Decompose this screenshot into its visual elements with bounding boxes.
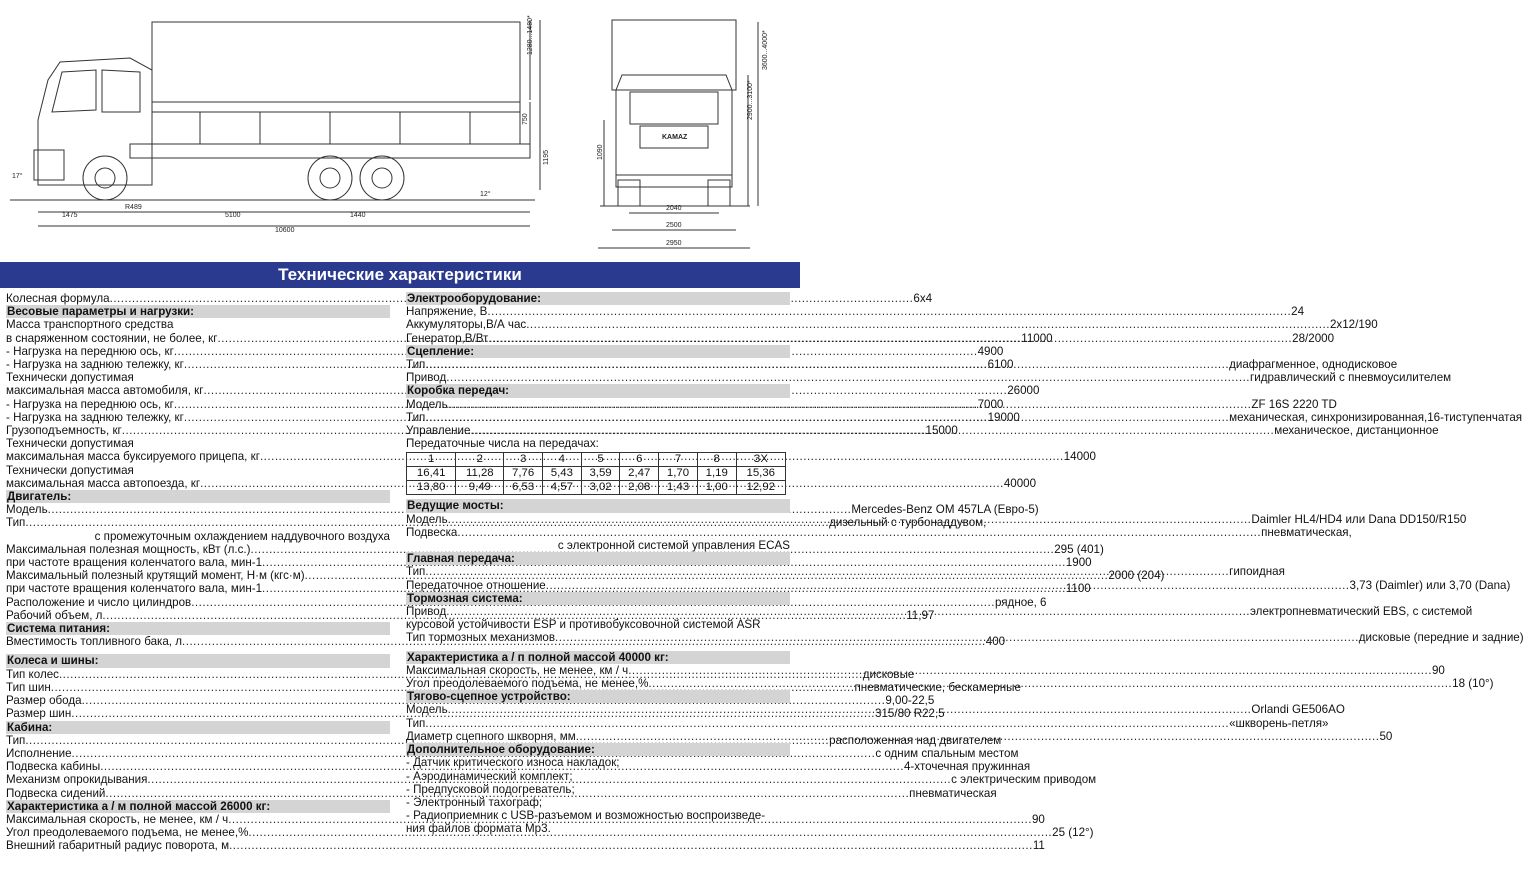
weights-header: Весовые параметры и нагрузки: xyxy=(6,305,390,318)
gear-cell: 6 xyxy=(620,453,659,467)
gear-cell: 6,53 xyxy=(504,481,543,495)
ratio-row-low xyxy=(407,467,786,481)
perf26-header: Характеристика а / м полной массой 26000 кг: xyxy=(6,800,390,813)
gear-cell: 5,43 xyxy=(542,467,581,481)
cab-header: Кабина: xyxy=(6,721,390,734)
gear-cell: 3 xyxy=(504,453,543,467)
gear-cell: 12,92 xyxy=(736,481,785,495)
brake-header: Тормозная система: xyxy=(406,592,790,605)
gear-cell: 7 xyxy=(659,453,698,467)
dim-front-overhang: 1475 xyxy=(62,212,78,219)
spec-torque-rpm: при частоте вращения коленчатого вала, мин-1 ..... 1100 xyxy=(6,582,390,595)
extra-item: - Предпусковой подогреватель; xyxy=(406,782,575,796)
spec-cab-type: Тип ..... расположенная над двигателем xyxy=(6,734,390,747)
spec-brake-type: Тип тормозных механизмов ..... дисковые (передние и задние) xyxy=(406,631,790,644)
spec-clutch-type: Тип ..... диафрагменное, однодисковое xyxy=(406,358,790,371)
brake-drive-cont: курсовой устойчивости ESP и противобуксовочной системой ASR xyxy=(406,618,761,632)
spec-gearbox-model: Модель ..... ZF 16S 2220 TD xyxy=(406,398,790,411)
perf40-header: Характеристика а / п полной массой 40000 кг: xyxy=(406,651,790,664)
spec-clutch-drive: Привод ..... гидравлический с пневмоусилителем xyxy=(406,371,790,384)
train-caption: Технически допустимая xyxy=(6,463,134,477)
spec-coupling-model: Модель ..... Orlandi GE506AO xyxy=(406,703,790,716)
spec-payload: Грузоподъемность, кг ..... 15000 xyxy=(6,424,390,437)
extra-item: - Аэродинамический комплект; xyxy=(406,769,573,783)
spec-displacement: Рабочий объем, л ..... 11,97 xyxy=(6,609,390,622)
gear-cell: ЗХ xyxy=(736,453,785,467)
gear-ratio-table xyxy=(406,452,786,495)
spec-turn-radius: Внешний габаритный радиус поворота, м ..... 11 xyxy=(6,839,390,852)
grille-badge: KAMAZ xyxy=(662,134,688,141)
gear-cell: 5 xyxy=(581,453,620,467)
dim-departure-angle: 12° xyxy=(480,191,491,198)
spec-engine-model: Модель ..... Mercedes-Benz OM 457LA (Евро-5) xyxy=(6,503,390,516)
spec-gearbox-control: Управление ..... механическое, дистанционное xyxy=(406,424,790,437)
extra-item: - Датчик критического износа накладок; xyxy=(406,756,620,770)
extra-item: - Радиоприемник с USB-разъемом и возможностью воспроизведе- xyxy=(406,809,766,823)
spec-tire-size: Размер шин ..... 315/80 R22,5 xyxy=(6,707,390,720)
spec-gvw: максимальная масса автомобиля, кг ..... 26000 xyxy=(6,384,390,397)
spec-rim: Размер обода ..... 9,00-22,5 xyxy=(6,694,390,707)
spec-trailer-mass: максимальная масса буксируемого прицепа, кг ..... 14000 xyxy=(6,450,390,463)
gear-cell: 1,19 xyxy=(697,467,736,481)
spec-engine-type: Тип ..... дизельный с турбонаддувом, xyxy=(6,516,390,529)
spec-train-mass: максимальная масса автопоезда, кг ..... 40000 xyxy=(6,477,390,490)
engine-header: Двигатель: xyxy=(6,490,390,503)
gear-cell: 2,47 xyxy=(620,467,659,481)
spec-torque: Максимальный полезный крутящий момент, Н·м (кгс·м) ..... 2000 (204) xyxy=(6,569,390,582)
spec-cylinders: Расположение и число цилиндров ..... рядное, 6 xyxy=(6,596,390,609)
gear-row xyxy=(407,453,786,467)
trailer-caption: Технически допустимая xyxy=(6,437,134,451)
dim-side-height: 750 xyxy=(522,113,529,125)
axle-suspension-cont: с электронной системой управления ECAS xyxy=(557,539,790,553)
spec-seat-suspension: Подвеска сидений ..... пневматическая xyxy=(6,787,390,800)
spec-axle-model: Модель ..... Daimler HL4/HD4 или Dana DD150/R150 xyxy=(406,513,790,526)
extra-item: - Электронный тахограф; xyxy=(406,795,543,809)
gearbox-header: Коробка передач: xyxy=(406,384,790,397)
gear-cell: 2,08 xyxy=(620,481,659,495)
spec-tank: Вместимость топливного бака, л ..... 400 xyxy=(6,635,390,648)
gear-cell: 2 xyxy=(456,453,504,467)
gear-cell: 8 xyxy=(697,453,736,467)
spec-batteries: Аккумуляторы,В/А час ..... 2х12/190 xyxy=(406,318,790,331)
gear-cell: 16,41 xyxy=(407,467,456,481)
spec-gvw-front: - Нагрузка на переднюю ось, кг ..... 7000 xyxy=(6,398,390,411)
fuel-header: Система питания: xyxy=(6,622,390,635)
dim-body-width: 2500 xyxy=(666,222,682,229)
gear-cell: 3,02 xyxy=(581,481,620,495)
spec-power: Максимальная полезная мощность, кВт (л.с.) ..... 295 (401) xyxy=(6,543,390,556)
spec-curb-mass: в снаряженном состоянии, не более, кг ..... 11000 xyxy=(6,332,390,345)
spec-wheel-type: Тип колес ..... дисковые xyxy=(6,668,390,681)
dim-rear-h3: 1090 xyxy=(597,144,604,160)
spec-brake-drive: Привод ..... электропневматический EBS, с системой xyxy=(406,605,790,618)
engine-type-cont: с промежуточным охлаждением наддувочного воздуха xyxy=(94,529,390,543)
dim-mirror-width: 2950 xyxy=(666,240,682,247)
spec-final-ratio: Передаточное отношение ..... 3,73 (Daimler) или 3,70 (Dana) xyxy=(406,579,790,592)
ratios-caption: Передаточные числа на передачах: xyxy=(406,437,599,451)
spec-curb-rear: - Нагрузка на заднюю тележку, кг ..... 6100 xyxy=(6,358,390,371)
extra-equipment-header: Дополнительное оборудование: xyxy=(406,743,790,756)
gear-cell: 4,57 xyxy=(542,481,581,495)
spec-grade-26t: Угол преодолеваемого подъема, не менее,% ..... 25 (12°) xyxy=(6,826,390,839)
spec-cab-tilt: Механизм опрокидывания ..... с электрическим приводом xyxy=(6,773,390,786)
spec-coupling-type: Тип ..... «шкворень-петля» xyxy=(406,717,790,730)
spec-cab-suspension: Подвеска кабины ..... 4-хточечная пружинная xyxy=(6,760,390,773)
wheels-header: Колеса и шины: xyxy=(6,654,390,667)
spec-gearbox-type: Тип ..... механическая, синхронизированная,16-тиступенчатая xyxy=(406,411,790,424)
spec-voltage: Напряжение, В ..... 24 xyxy=(406,305,790,318)
ratio-row-high xyxy=(407,481,786,495)
final-drive-header: Главная передача: xyxy=(406,552,790,565)
gear-cell: 9,49 xyxy=(456,481,504,495)
spec-cab-version: Исполнение ..... с одним спальным местом xyxy=(6,747,390,760)
section-title: Технические характеристики xyxy=(0,262,800,288)
gear-cell: 1,00 xyxy=(697,481,736,495)
gear-cell: 1,70 xyxy=(659,467,698,481)
truck-drawings xyxy=(0,0,800,262)
dim-rear-h2: 3600...4000* xyxy=(762,30,769,70)
axles-header: Ведущие мосты: xyxy=(406,499,790,512)
spec-curb-front: - Нагрузка на переднюю ось, кг ..... 4900 xyxy=(6,345,390,358)
spec-grade-40t: Угол преодолеваемого подъема, не менее,% ..... 18 (10°) xyxy=(406,677,790,690)
dim-approach-angle: 17° xyxy=(12,173,23,180)
gear-cell: 1 xyxy=(407,453,456,467)
spec-gvw-rear: - Нагрузка на заднюю тележку, кг ..... 19000 xyxy=(6,411,390,424)
dim-overall-length: 10600 xyxy=(275,227,295,234)
gvw-caption: Технически допустимая xyxy=(6,371,134,385)
gear-cell: 4 xyxy=(542,453,581,467)
spec-power-rpm: при частоте вращения коленчатого вала, мин-1 ..... 1900 xyxy=(6,556,390,569)
gear-cell: 15,36 xyxy=(736,467,785,481)
dim-turn-radius: R489 xyxy=(125,204,142,211)
dim-frame-height: 1195 xyxy=(543,149,550,165)
gear-cell: 7,76 xyxy=(504,467,543,481)
truck-side-view xyxy=(10,15,550,234)
dim-wheelbase: 5100 xyxy=(225,212,241,219)
spec-tire-type: Тип шин ..... пневматические, бескамерные xyxy=(6,681,390,694)
gear-cell: 1,43 xyxy=(659,481,698,495)
dim-awning-height: 1280...1480* xyxy=(527,15,534,55)
extra-item: ния файлов формата Mp3. xyxy=(406,822,551,836)
spec-vmax-26t: Максимальная скорость, не менее, км / ч ..... 90 xyxy=(6,813,390,826)
dim-track: 2040 xyxy=(666,205,682,212)
truck-front-view xyxy=(597,20,769,248)
clutch-header: Сцепление: xyxy=(406,345,790,358)
gear-cell: 3,59 xyxy=(581,467,620,481)
spec-axle-suspension: Подвеска ..... пневматическая, xyxy=(406,526,790,539)
curb-mass-caption: Масса транспортного средства xyxy=(6,318,174,332)
spec-vmax-40t: Максимальная скорость, не менее, км / ч ..... 90 xyxy=(406,664,790,677)
coupling-header: Тягово-сцепное устройство: xyxy=(406,690,790,703)
spec-pin-diameter: Диаметр сцепного шкворня, мм ..... 50 xyxy=(406,730,790,743)
spec-generator: Генератор,В/Вт ..... 28/2000 xyxy=(406,332,790,345)
dim-tandem: 1440 xyxy=(350,212,366,219)
spec-wheel-formula: Колесная формула ..... 6х4 xyxy=(6,292,390,305)
gear-cell: 11,28 xyxy=(456,467,504,481)
gear-cell: 13,80 xyxy=(407,481,456,495)
electrical-header: Электрооборудование: xyxy=(406,292,790,305)
dim-rear-h1: 2900...3100* xyxy=(747,80,754,120)
spec-final-type: Тип ..... гипоидная xyxy=(406,565,790,578)
